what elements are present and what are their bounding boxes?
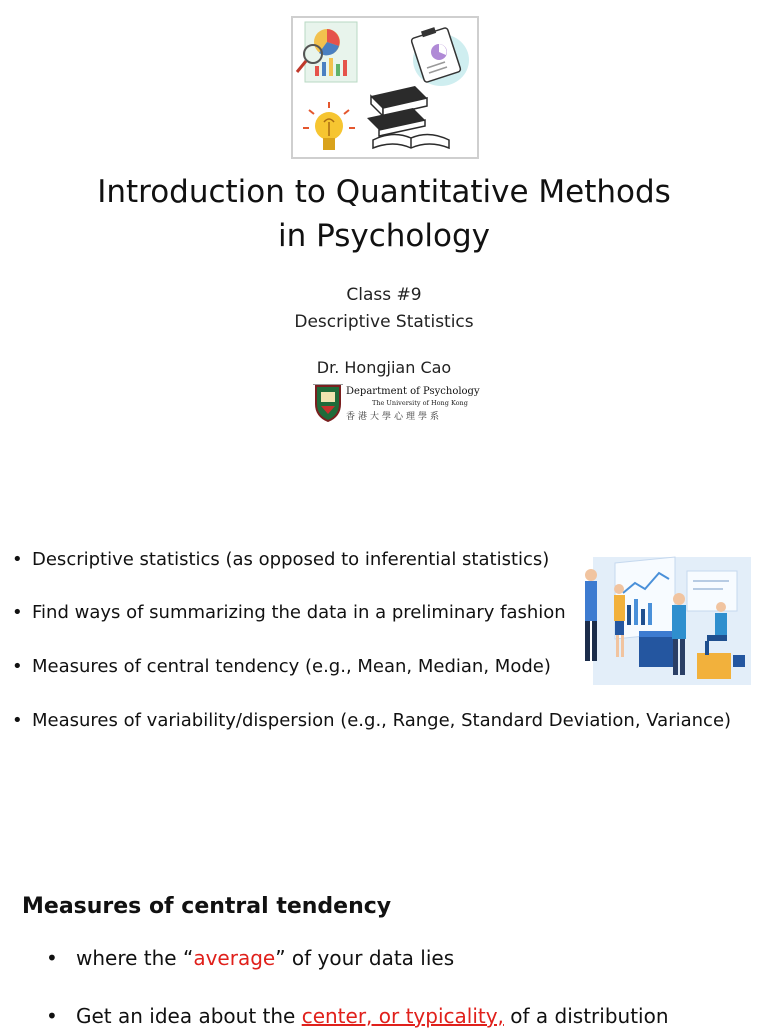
office-illustration — [575, 553, 758, 690]
list-item: • Find ways of summarizing the data in a preliminary fashion — [12, 602, 566, 623]
presenter-name: Dr. Hongjian Cao — [316, 358, 452, 377]
hero-illustration — [291, 16, 479, 159]
list-item: • where the “average” of your data lies — [46, 946, 455, 970]
section-heading: Measures of central tendency — [22, 894, 392, 919]
list-item: • Get an idea about the center, or typicality, of a distribution — [46, 1004, 669, 1028]
university-crest-icon — [313, 384, 343, 422]
logo-department-text: Department of Psychology — [346, 386, 480, 397]
logo-university-text: The University of Hong Kong — [372, 399, 468, 407]
class-topic: Descriptive Statistics — [294, 312, 474, 332]
title-line-2: in Psychology — [277, 218, 491, 254]
average-highlight: average — [193, 946, 276, 970]
list-item: • Measures of variability/dispersion (e.g., Range, Standard Deviation, Variance) — [12, 710, 732, 731]
slide-title — [0, 170, 768, 258]
list-item: • Measures of central tendency (e.g., Mean, Median, Mode) — [12, 656, 551, 677]
class-number: Class #9 — [346, 285, 422, 305]
center-typicality-highlight: center, or typicality, — [301, 1004, 504, 1028]
logo-chinese-text: 香港大學心理學系 — [346, 412, 443, 422]
title-line-1: Introduction to Quantitative Methods — [97, 174, 671, 210]
list-item: • Descriptive statistics (as opposed to inferential statistics) — [12, 549, 550, 570]
